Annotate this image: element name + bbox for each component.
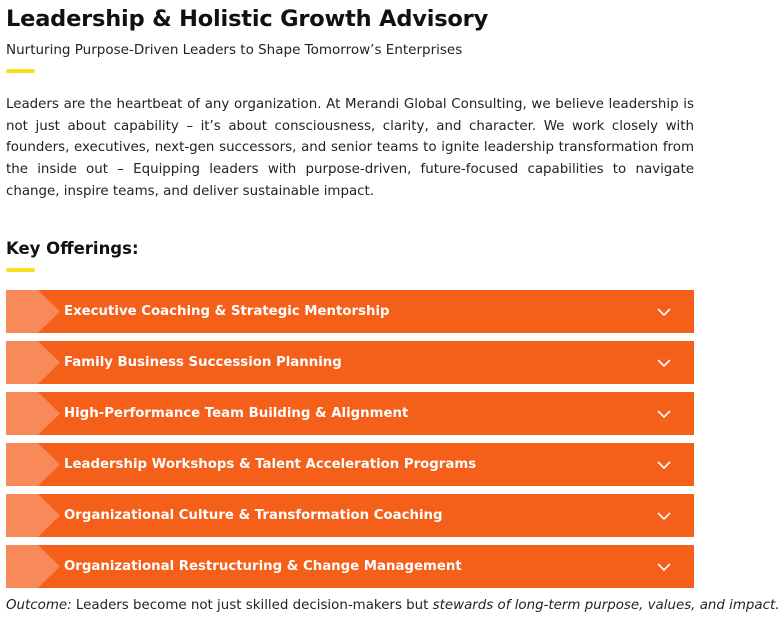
- offerings-accordion: [6, 290, 694, 588]
- arrow-shape-icon: [6, 443, 62, 486]
- chevron-down-icon[interactable]: [656, 355, 672, 371]
- outcome-label: Outcome:: [6, 597, 72, 613]
- accordion-item-restructuring[interactable]: [6, 545, 694, 588]
- title-divider: [6, 69, 35, 73]
- chevron-down-icon[interactable]: [656, 304, 672, 320]
- arrow-shape-icon: [6, 494, 62, 537]
- offerings-heading: Key Offerings:: [6, 238, 139, 258]
- chevron-down-icon[interactable]: [656, 457, 672, 473]
- chevron-down-icon[interactable]: [656, 559, 672, 575]
- page-title: Leadership & Holistic Growth Advisory: [6, 6, 489, 32]
- accordion-item-culture-coaching[interactable]: [6, 494, 694, 537]
- accordion-item-label: Family Business Succession Planning: [64, 354, 342, 370]
- outcome-statement: [6, 596, 780, 616]
- outcome-text: Leaders become not just skilled decision-makers but: [71, 597, 433, 613]
- intro-paragraph: Leaders are the heartbeat of any organization. At Merandi Global Consulting, we believe leadership is not just about capability – it’s about consciousness, clarity, and character. We work closely with founders, executives, next-gen successors, and senior teams to ignite leadership transformation from the inside out – Equipping leaders with purpose-driven, future-focused capabilities to navigate change, inspire teams, and deliver sustainable impact.: [6, 97, 694, 199]
- arrow-shape-icon: [6, 392, 62, 435]
- accordion-item-label: Organizational Culture & Transformation Coaching: [64, 507, 443, 523]
- arrow-shape-icon: [6, 290, 62, 333]
- accordion-item-label: High-Performance Team Building & Alignment: [64, 405, 409, 421]
- accordion-item-label: Leadership Workshops & Talent Acceleration Programs: [64, 456, 477, 472]
- accordion-item-team-building[interactable]: [6, 392, 694, 435]
- arrow-shape-icon: [6, 545, 62, 588]
- page-content: [0, 5, 780, 616]
- chevron-down-icon[interactable]: [656, 406, 672, 422]
- accordion-item-leadership-workshops[interactable]: [6, 443, 694, 486]
- accordion-item-succession-planning[interactable]: [6, 341, 694, 384]
- accordion-item-label: Executive Coaching & Strategic Mentorship: [64, 303, 390, 319]
- page-subtitle: Nurturing Purpose-Driven Leaders to Shape Tomorrow’s Enterprises: [6, 42, 463, 58]
- arrow-shape-icon: [6, 341, 62, 384]
- chevron-down-icon[interactable]: [656, 508, 672, 524]
- accordion-item-executive-coaching[interactable]: [6, 290, 694, 333]
- accordion-item-label: Organizational Restructuring & Change Management: [64, 558, 462, 574]
- outcome-emphasis: stewards of long-term purpose, values, and impact.: [432, 597, 780, 613]
- offerings-divider: [6, 268, 35, 272]
